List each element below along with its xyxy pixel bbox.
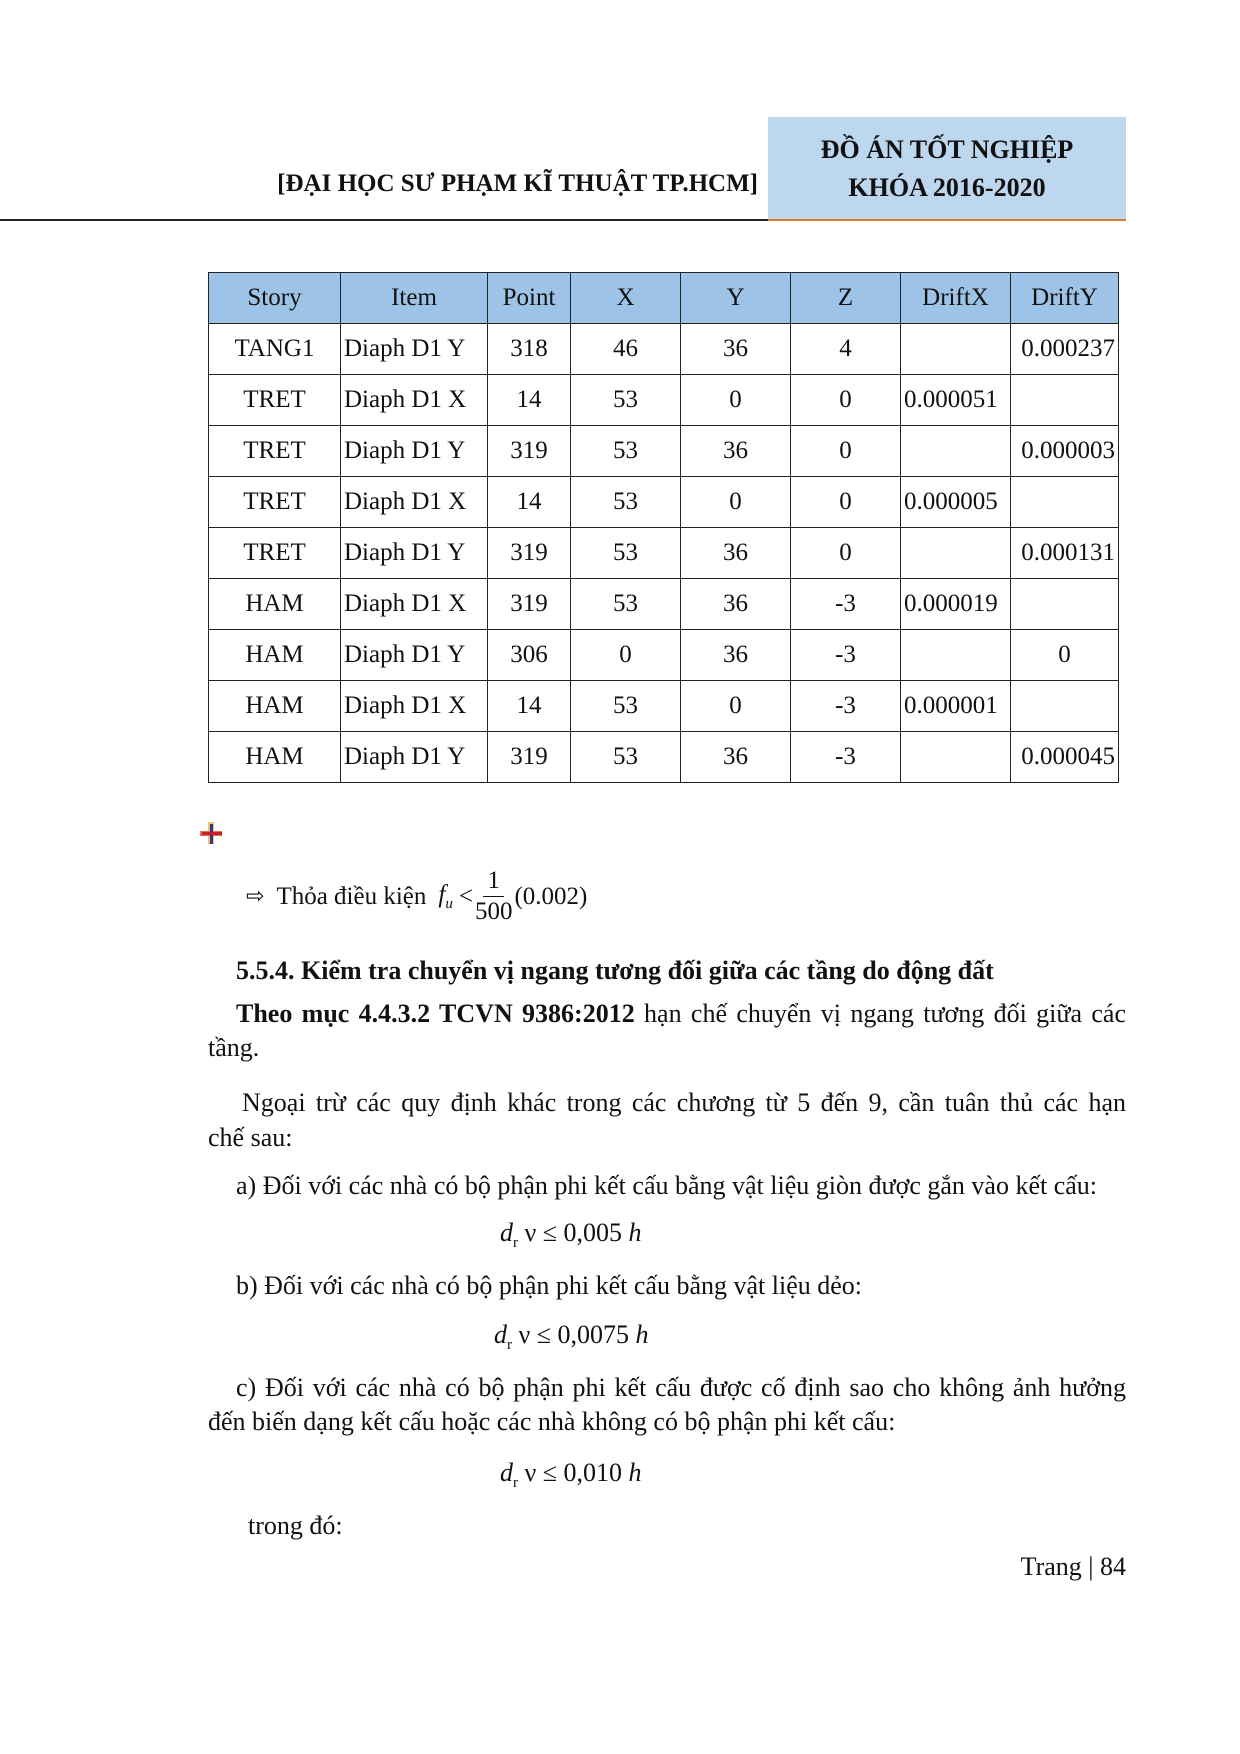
cell-x: 46 (571, 324, 681, 375)
cell-z: 0 (791, 528, 901, 579)
cell-x: 53 (571, 579, 681, 630)
cell-x: 53 (571, 528, 681, 579)
cell-item: Diaph D1 X (341, 375, 488, 426)
table-row (209, 630, 1119, 681)
cell-item: Diaph D1 Y (341, 732, 488, 783)
deflection-sub: u (445, 895, 453, 912)
reference-text: hạn chế chuyển vị ngang tương đối giữa các (634, 999, 1126, 1028)
cell-item: Diaph D1 Y (341, 528, 488, 579)
cell-item: Diaph D1 X (341, 477, 488, 528)
cell-z: 0 (791, 477, 901, 528)
limit-value: (0.002) (514, 882, 588, 910)
cell-driftx (901, 324, 1011, 375)
table-row (209, 579, 1119, 630)
equation-b (494, 1320, 649, 1354)
reference-continuation: tầng. (208, 1033, 260, 1062)
table-row (209, 375, 1119, 426)
eq-b-d: d (494, 1320, 507, 1349)
cell-point: 319 (488, 528, 571, 579)
cell-driftx: 0.000001 (901, 681, 1011, 732)
eq-c-nu: ν (524, 1458, 537, 1487)
requirement-c-continuation: đến biến dạng kết cấu hoặc các nhà không có bộ phận phi kết cấu: (208, 1407, 896, 1436)
cell-y: 36 (681, 579, 791, 630)
eq-a-d: d (500, 1218, 513, 1247)
cell-y: 36 (681, 426, 791, 477)
cell-drifty: 0.000131 (1011, 528, 1119, 579)
cell-drifty: 0 (1011, 630, 1119, 681)
cell-z: -3 (791, 681, 901, 732)
cell-point: 306 (488, 630, 571, 681)
cell-story: TRET (209, 426, 341, 477)
cell-driftx (901, 528, 1011, 579)
cell-point: 319 (488, 732, 571, 783)
cell-x: 53 (571, 681, 681, 732)
cell-x: 53 (571, 732, 681, 783)
cell-point: 319 (488, 579, 571, 630)
cell-x: 53 (571, 375, 681, 426)
cell-story: TRET (209, 528, 341, 579)
cell-x: 0 (571, 630, 681, 681)
cell-point: 318 (488, 324, 571, 375)
header-rule (0, 219, 768, 221)
eq-b-nu: ν (518, 1320, 531, 1349)
fraction-numerator: 1 (483, 866, 504, 897)
cell-driftx (901, 426, 1011, 477)
cell-z: 0 (791, 375, 901, 426)
col-header-z: Z (791, 273, 901, 324)
cell-item: Diaph D1 X (341, 579, 488, 630)
condition-check (246, 866, 587, 927)
requirement-a: a) Đối với các nhà có bộ phận phi kết cấu bằng vật liệu giòn được gắn vào kết cấu: (236, 1171, 1098, 1200)
equation-a (500, 1218, 642, 1252)
less-than-sign: < (458, 882, 473, 910)
header-rule-accent (768, 219, 1126, 221)
reference-standard: Theo mục 4.4.3.2 TCVN 9386:2012 (236, 999, 635, 1028)
table-row (209, 324, 1119, 375)
cell-item: Diaph D1 Y (341, 426, 488, 477)
cell-story: TRET (209, 477, 341, 528)
header-project-box (768, 117, 1126, 219)
requirement-b: b) Đối với các nhà có bộ phận phi kết cấu bằng vật liệu dẻo: (236, 1271, 862, 1300)
cell-story: TANG1 (209, 324, 341, 375)
cell-y: 36 (681, 732, 791, 783)
table-row (209, 426, 1119, 477)
cell-z: -3 (791, 732, 901, 783)
eq-c-sub: r (513, 1475, 518, 1492)
where-label: trong đó: (248, 1511, 343, 1540)
cell-story: HAM (209, 630, 341, 681)
cell-item: Diaph D1 X (341, 681, 488, 732)
condition-text: Thỏa điều kiện (276, 882, 427, 910)
eq-c-d: d (500, 1458, 513, 1487)
eq-a-nu: ν (524, 1218, 537, 1247)
eq-c-h: h (628, 1458, 642, 1487)
cell-y: 36 (681, 630, 791, 681)
cell-point: 14 (488, 477, 571, 528)
cell-z: -3 (791, 579, 901, 630)
deflection-symbol (438, 881, 452, 913)
col-header-drifty: DriftY (1011, 273, 1119, 324)
deflection-var: f (438, 880, 446, 908)
intro-continuation: chế sau: (208, 1123, 293, 1152)
reference-line (236, 996, 1126, 1032)
col-header-item: Item (341, 273, 488, 324)
cell-y: 36 (681, 528, 791, 579)
cell-z: -3 (791, 630, 901, 681)
cell-story: HAM (209, 681, 341, 732)
cell-y: 0 (681, 375, 791, 426)
cell-story: HAM (209, 579, 341, 630)
cell-driftx (901, 732, 1011, 783)
cell-drifty (1011, 579, 1119, 630)
cell-y: 0 (681, 681, 791, 732)
cell-driftx: 0.000019 (901, 579, 1011, 630)
eq-a-limit: ≤ 0,005 (542, 1218, 623, 1247)
header-project-title: ĐỒ ÁN TỐT NGHIỆP (820, 135, 1074, 164)
cell-drifty: 0.000003 (1011, 426, 1119, 477)
table-row (209, 528, 1119, 579)
arrow-right-icon: ⇨ (246, 884, 265, 909)
equation-c (500, 1458, 642, 1492)
intro-line: Ngoại trừ các quy định khác trong các chương từ 5 đến 9, cần tuân thủ các hạn (242, 1088, 1126, 1117)
eq-b-sub: r (507, 1337, 512, 1354)
cell-driftx (901, 630, 1011, 681)
fraction-denominator: 500 (474, 898, 513, 925)
cell-item: Diaph D1 Y (341, 630, 488, 681)
header-course-years: KHÓA 2016-2020 (848, 173, 1046, 202)
cell-point: 14 (488, 681, 571, 732)
requirement-c: c) Đối với các nhà có bộ phận phi kết cấu được cố định sao cho không ảnh hưởng (236, 1373, 1126, 1402)
eq-c-limit: ≤ 0,010 (542, 1458, 623, 1487)
table-row (209, 681, 1119, 732)
eq-a-sub: r (513, 1235, 518, 1252)
cell-y: 36 (681, 324, 791, 375)
cell-z: 4 (791, 324, 901, 375)
page-number: Trang | 84 (1020, 1552, 1126, 1581)
col-header-driftx: DriftX (901, 273, 1011, 324)
col-header-story: Story (209, 273, 341, 324)
table-row (209, 477, 1119, 528)
cell-drifty (1011, 681, 1119, 732)
drift-table (208, 272, 1119, 783)
col-header-y: Y (681, 273, 791, 324)
eq-a-h: h (628, 1218, 642, 1247)
cell-item: Diaph D1 Y (341, 324, 488, 375)
cell-driftx: 0.000005 (901, 477, 1011, 528)
header-university: [ĐẠI HỌC SƯ PHẠM KĨ THUẬT TP.HCM] (277, 170, 758, 197)
cell-y: 0 (681, 477, 791, 528)
cell-point: 319 (488, 426, 571, 477)
cell-drifty (1011, 477, 1119, 528)
eq-b-h: h (635, 1320, 649, 1349)
cell-driftx: 0.000051 (901, 375, 1011, 426)
cell-drifty: 0.000045 (1011, 732, 1119, 783)
cell-drifty: 0.000237 (1011, 324, 1119, 375)
cell-x: 53 (571, 426, 681, 477)
cell-x: 53 (571, 477, 681, 528)
cell-drifty (1011, 375, 1119, 426)
table-row (209, 732, 1119, 783)
cell-story: HAM (209, 732, 341, 783)
col-header-x: X (571, 273, 681, 324)
limit-fraction (475, 866, 513, 927)
table-header-row (209, 273, 1119, 324)
col-header-point: Point (488, 273, 571, 324)
cell-point: 14 (488, 375, 571, 426)
eq-b-limit: ≤ 0,0075 (536, 1320, 630, 1349)
cell-story: TRET (209, 375, 341, 426)
cross-bullet-icon (198, 820, 224, 846)
cell-z: 0 (791, 426, 901, 477)
section-heading: 5.5.4. Kiểm tra chuyển vị ngang tương đối giữa các tầng do động đất (236, 956, 994, 985)
